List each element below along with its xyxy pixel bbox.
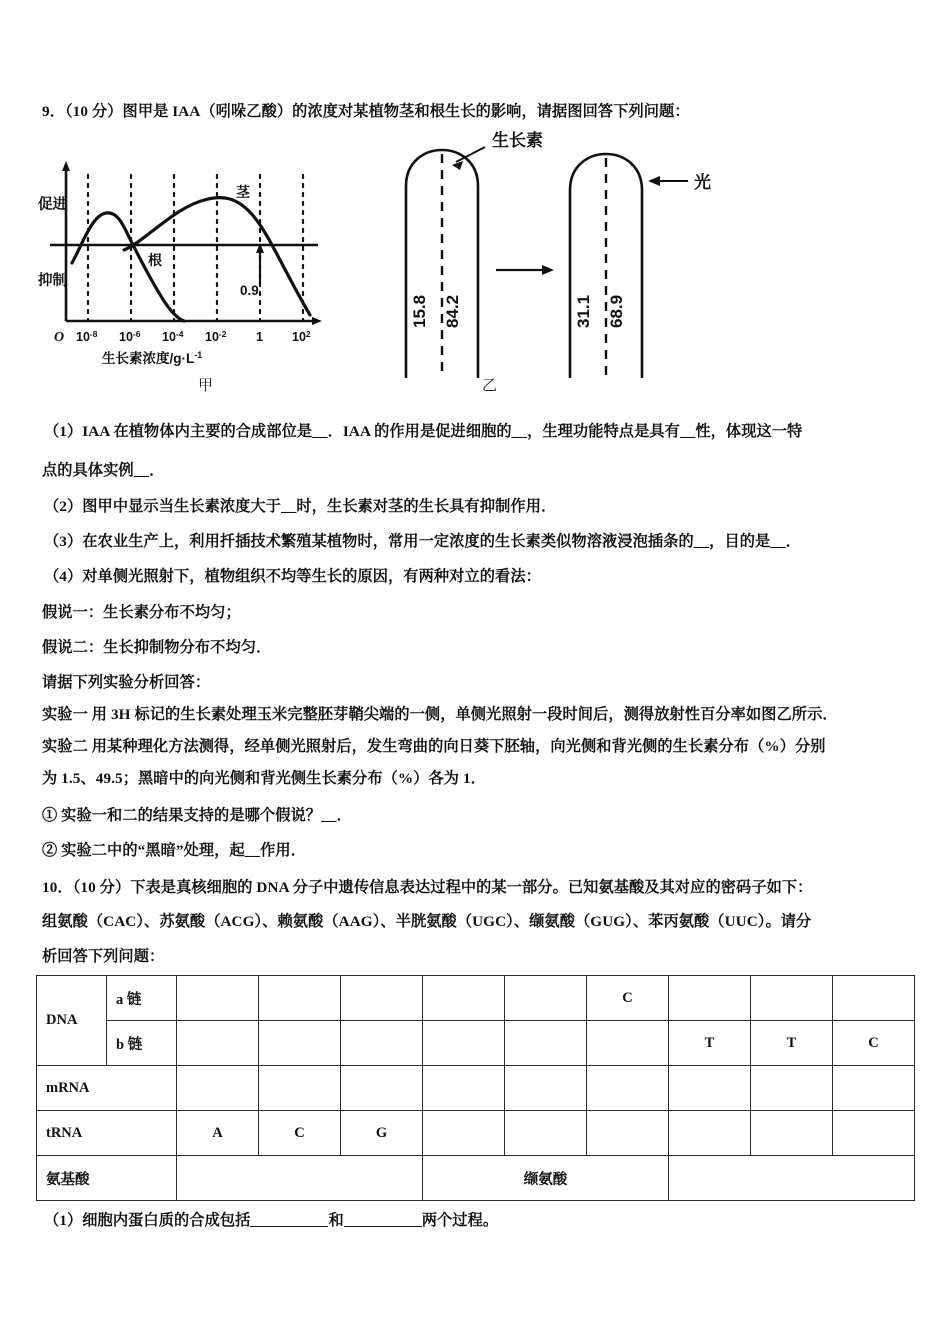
diagram-yi — [370, 128, 711, 388]
table-cell[interactable] — [669, 976, 751, 1021]
light-pointer-arrow — [648, 176, 660, 186]
table-label-amino-acid: 氨基酸 — [37, 1156, 177, 1201]
chart-label-inhibit: 抑制 — [38, 273, 67, 289]
question-9-part-4: （4）对单侧光照射下，植物组织不均等生长的原因，有两种对立的看法： — [44, 568, 541, 585]
table-cell[interactable] — [423, 1111, 505, 1156]
table-cell[interactable] — [423, 1021, 505, 1066]
question-9-analysis-prompt: 请据下列实验分析回答： — [42, 674, 211, 691]
table-row-mrna — [37, 1066, 915, 1111]
coleoptile-left-outline — [406, 150, 478, 378]
table-cell[interactable] — [505, 1021, 587, 1066]
question-9-experiment-2-line-1: 实验二 用某种理化方法测得，经单侧光照射后，发生弯曲的向日葵下胚轴，向光侧和背光侧的生长素分布（%）分别 — [42, 738, 826, 755]
table-cell[interactable] — [259, 1066, 341, 1111]
coleoptile-left-value-right: 84.2 — [443, 294, 462, 328]
table-row-trna — [37, 1111, 915, 1156]
figure-caption-yi: 乙 — [482, 378, 498, 394]
table-cell[interactable] — [341, 1066, 423, 1111]
question-9-number: 9． — [42, 103, 65, 120]
table-label-dna: DNA — [37, 976, 107, 1066]
table-cell[interactable] — [423, 976, 505, 1021]
question-9-score: （10 分） — [64, 103, 123, 120]
table-cell[interactable] — [259, 976, 341, 1021]
question-9-experiment-2-line-2: 为 1.5、49.5；黑暗中的向光侧和背光侧生长素分布（%）各为 1． — [42, 770, 486, 787]
table-cell[interactable] — [505, 1111, 587, 1156]
question-10-number: 10． — [42, 879, 73, 896]
chart-xtick-5: $10^2$ — [292, 329, 311, 344]
table-cell[interactable] — [423, 1066, 505, 1111]
question-10-stem-line-1 — [42, 877, 812, 899]
table-cell[interactable] — [177, 976, 259, 1021]
question-10-stem-line-2: 组氨酸（CAC）、苏氨酸（ACG）、赖氨酸（AAG）、半胱氨酸（UGC）、缬氨酸（GUG）、苯丙氨酸（UUC）。请分 — [42, 913, 812, 930]
question-9-sub-question-2: ② 实验二中的“黑暗”处理，起__作用． — [42, 842, 306, 859]
chart-label-promote: 促进 — [38, 197, 67, 213]
chart-xtick-3: $10^{-2}$ — [205, 329, 227, 344]
table-cell[interactable] — [833, 1066, 915, 1111]
table-cell[interactable]: T — [669, 1021, 751, 1066]
chart-label-stem: 茎 — [236, 184, 250, 200]
table-cell[interactable] — [669, 1111, 751, 1156]
table-cell[interactable] — [505, 976, 587, 1021]
table-cell[interactable] — [751, 1111, 833, 1156]
question-9-stem — [42, 101, 690, 123]
coleoptile-left-value-left: 15.8 — [410, 294, 429, 328]
chart-gridlines — [88, 175, 303, 321]
table-cell[interactable] — [751, 976, 833, 1021]
auxin-label: 生长素 — [492, 131, 543, 150]
table-cell[interactable] — [259, 1021, 341, 1066]
table-cell[interactable] — [833, 1111, 915, 1156]
table-row-strand-a — [37, 976, 915, 1021]
question-9-part-1-line-1: （1）IAA 在植物体内主要的合成部位是__．IAA 的作用是促进细胞的__，生理功能特点是具有__性，体现这一特 — [44, 423, 803, 440]
table-label-strand-b: b 链 — [107, 1021, 177, 1066]
table-cell[interactable] — [341, 1021, 423, 1066]
question-10-part-1-mid: 和 — [328, 1212, 344, 1229]
table-cell[interactable] — [587, 1111, 669, 1156]
table-cell-amino-acid[interactable] — [669, 1156, 915, 1201]
question-9-hypothesis-2: 假说二：生长抑制物分布不均匀． — [42, 639, 272, 656]
chart-label-root: 根 — [148, 252, 162, 268]
table-cell[interactable] — [177, 1021, 259, 1066]
question-9-sub-question-1: ① 实验一和二的结果支持的是哪个假说？__． — [42, 807, 352, 824]
chart-xtick-2: $10^{-4}$ — [162, 329, 184, 344]
coleoptile-right-value-left: 31.1 — [574, 294, 593, 328]
table-cell[interactable]: T — [751, 1021, 833, 1066]
table-cell[interactable] — [177, 1066, 259, 1111]
question-9-experiment-1: 实验一 用 3H 标记的生长素处理玉米完整胚芽鞘尖端的一侧，单侧光照射一段时间后，测得放射性百分率如图乙所示． — [42, 706, 838, 723]
table-cell-amino-acid[interactable]: 缬氨酸 — [423, 1156, 669, 1201]
dna-expression-table — [36, 975, 915, 1201]
chart-xtick-4: 1 — [256, 330, 263, 344]
chart-xtick-1: $10^{-6}$ — [119, 329, 141, 344]
chart-annotation-value: 0.9 — [240, 283, 259, 298]
question-10-part-1 — [44, 1210, 498, 1232]
question-9-part-1-line-2: 点的具体实例__． — [42, 462, 165, 479]
table-cell[interactable]: G — [341, 1111, 423, 1156]
question-10-stem-line-3: 析回答下列问题： — [42, 948, 165, 965]
chart-x-axis-title: 生长素浓度$/g\cdot L^{-1}$ — [102, 350, 203, 366]
answer-blank[interactable] — [344, 1226, 422, 1227]
table-label-strand-a: a 链 — [107, 976, 177, 1021]
table-cell[interactable] — [669, 1066, 751, 1111]
table-cell[interactable]: C — [259, 1111, 341, 1156]
table-cell[interactable] — [587, 1066, 669, 1111]
table-cell[interactable]: A — [177, 1111, 259, 1156]
chart-y-axis-arrow — [62, 161, 70, 171]
table-cell-amino-acid[interactable] — [177, 1156, 423, 1201]
coleoptile-right-outline — [570, 154, 642, 378]
table-cell[interactable] — [751, 1066, 833, 1111]
question-10-stem-text: 下表是真核细胞的 DNA 分子中遗传信息表达过程中的某一部分。已知氨基酸及其对应的密码子如下： — [130, 879, 813, 896]
table-cell[interactable] — [341, 976, 423, 1021]
table-cell[interactable]: C — [587, 976, 669, 1021]
table-cell[interactable]: C — [833, 1021, 915, 1066]
table-cell[interactable] — [833, 976, 915, 1021]
transition-arrow-head — [542, 265, 554, 275]
answer-blank[interactable] — [250, 1226, 328, 1227]
question-10-part-1-post: 两个过程。 — [421, 1212, 499, 1229]
figures-container — [40, 128, 740, 398]
chart-origin-label: O — [54, 330, 65, 345]
chart-x-axis-arrow — [312, 317, 322, 325]
question-9-stem-text: 图甲是 IAA（吲哚乙酸）的浓度对某植物茎和根生长的影响，请据图回答下列问题： — [122, 103, 690, 120]
coleoptile-right-value-right: 68.9 — [607, 294, 626, 328]
question-9-hypothesis-1: 假说一：生长素分布不均匀； — [42, 604, 241, 621]
question-10-score: （10 分） — [72, 879, 131, 896]
auxin-pointer-arrow — [452, 161, 463, 170]
table-cell[interactable] — [587, 1021, 669, 1066]
table-row-strand-b — [37, 1021, 915, 1066]
question-9-part-2: （2）图甲中显示当生长素浓度大于__时，生长素对茎的生长具有抑制作用． — [44, 498, 557, 515]
table-cell[interactable] — [505, 1066, 587, 1111]
figure-caption-jia: 甲 — [198, 378, 214, 394]
question-9-part-3: （3）在农业生产上，利用扦插技术繁殖某植物时，常用一定浓度的生长素类似物溶液浸泡插条的__，目的是__． — [44, 533, 801, 550]
table-label-trna: tRNA — [37, 1111, 177, 1156]
table-label-mrna: mRNA — [37, 1066, 177, 1111]
question-10-part-1-pre: （1）细胞内蛋白质的合成包括 — [44, 1212, 251, 1229]
chart-xtick-0: $10^{-8}$ — [76, 329, 98, 344]
table-row-amino-acid — [37, 1156, 915, 1201]
light-label: 光 — [694, 173, 711, 192]
